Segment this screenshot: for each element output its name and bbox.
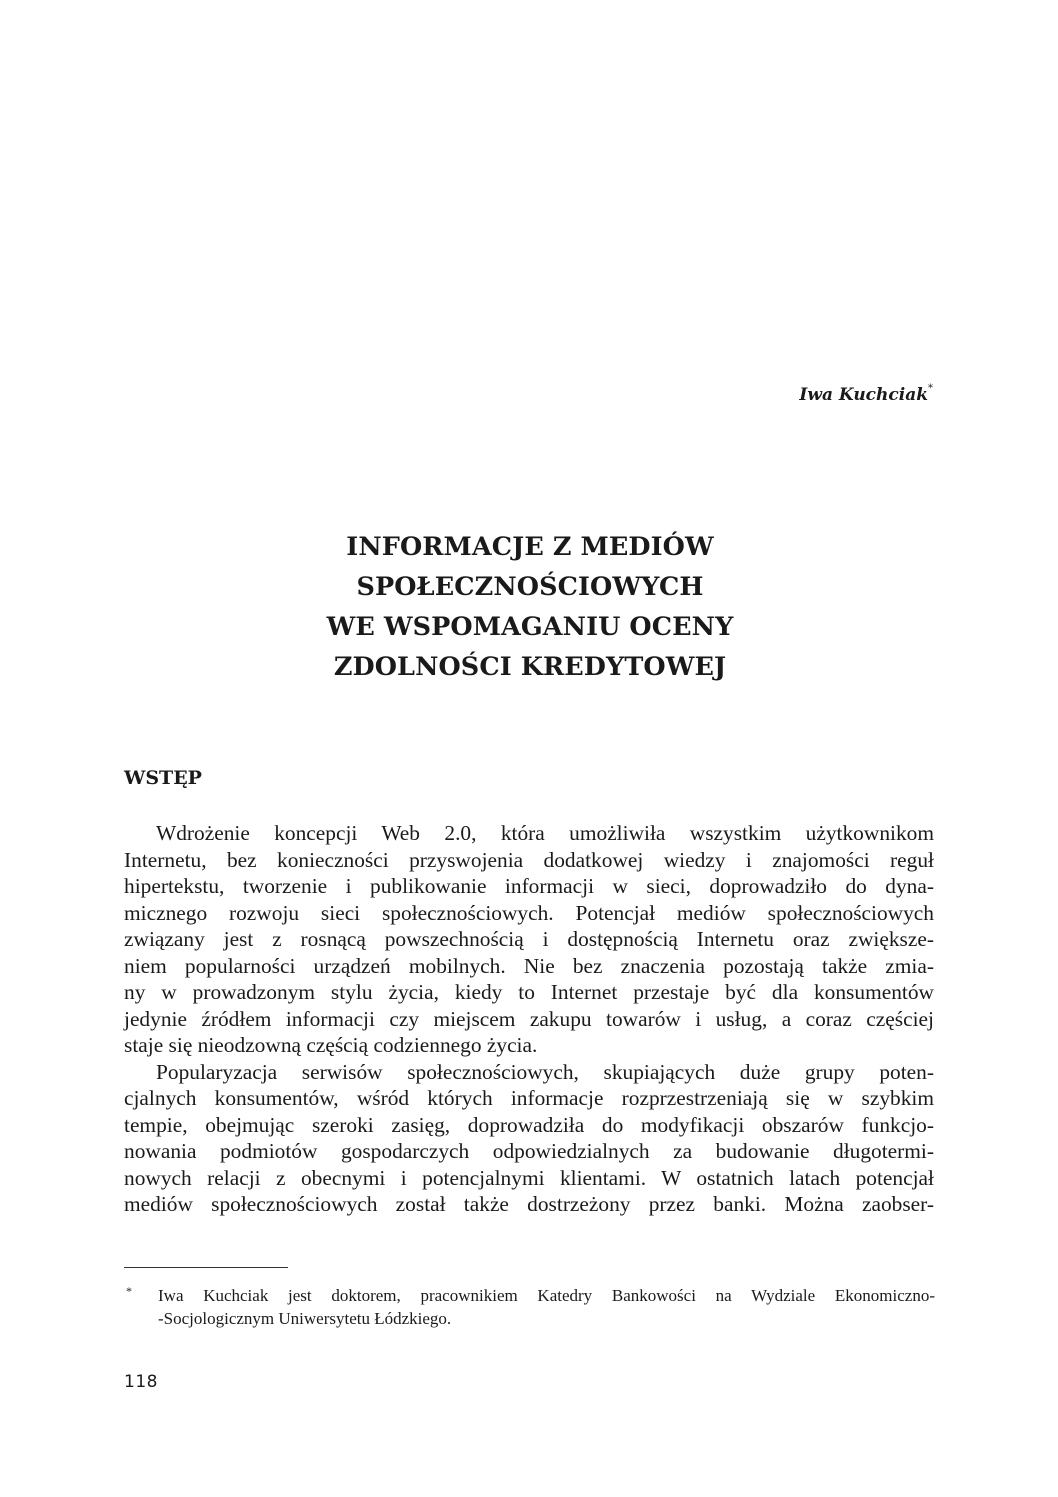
text-line: Internetu, bez konieczności przyswojenia dodatkowej wiedzy i znajomości reguł <box>124 847 934 872</box>
title-line: SPOŁECZNOŚCIOWYCH <box>356 572 704 602</box>
footnote-divider <box>124 1267 288 1268</box>
text-line: cjalnych konsumentów, wśród których informacje rozprzestrzeniają się w szybkim <box>124 1086 934 1110</box>
section-heading: WSTĘP <box>124 767 202 789</box>
text-line: Popularyzacja serwisów społecznościowych, skupiających duże grupy poten- <box>156 1059 934 1084</box>
paragraph <box>124 820 934 1059</box>
footnote-line: -Socjologicznym Uniwersytetu Łódzkiego. <box>158 1308 452 1328</box>
author-name: Iwa Kuchciak <box>799 385 928 405</box>
page-number: 118 <box>124 1372 158 1392</box>
text-line: związany jest z rosnącą powszechnością i dostępnością Internetu oraz zwiększe- <box>124 927 934 951</box>
text-line: mediów społecznościowych został także dostrzeżony przez banki. Można zaobser- <box>124 1192 934 1216</box>
title-line: ZDOLNOŚCI KREDYTOWEJ <box>333 652 727 682</box>
text-line: jedynie źródłem informacji czy miejscem zakupu towarów i usług, a coraz częściej <box>124 1006 934 1031</box>
text-line: nowych relacji z obecnymi i potencjalnymi klientami. W ostatnich latach potencjał <box>124 1165 934 1190</box>
footnote-line: Iwa Kuchciak jest doktorem, pracownikiem Katedry Bankowości na Wydziale Ekonomiczno- <box>158 1286 935 1305</box>
body-text <box>124 820 934 1218</box>
footnote <box>158 1285 935 1330</box>
article-title <box>200 527 860 687</box>
text-line: micznego rozwoju sieci społecznościowych. Potencjał mediów społecznościowych <box>124 900 934 925</box>
title-line: INFORMACJE Z MEDIÓW <box>346 532 714 562</box>
text-line: Wdrożenie koncepcji Web 2.0, która umożliwiła wszystkim użytkownikom <box>156 821 934 845</box>
footnote-marker: * <box>126 1284 132 1298</box>
text-line: nowania podmiotów gospodarczych odpowiedzialnych za budowanie długotermi- <box>124 1139 934 1163</box>
author-footnote-marker[interactable]: * <box>928 383 933 395</box>
title-line: WE WSPOMAGANIU OCENY <box>326 612 734 642</box>
paragraph <box>124 1059 934 1218</box>
text-line: staje się nieodzowną częścią codziennego życia. <box>124 1033 538 1057</box>
author-byline <box>600 385 933 405</box>
text-line: niem popularności urządzeń mobilnych. Nie bez znaczenia pozostają także zmia- <box>124 953 934 978</box>
text-line: ny w prowadzonym stylu życia, kiedy to Internet przestaje być dla konsumentów <box>124 980 934 1004</box>
text-line: tempie, obejmując szeroki zasięg, doprowadziła do modyfikacji obszarów funkcjo- <box>124 1112 934 1137</box>
text-line: hipertekstu, tworzenie i publikowanie informacji w sieci, doprowadziło do dyna- <box>124 874 934 898</box>
